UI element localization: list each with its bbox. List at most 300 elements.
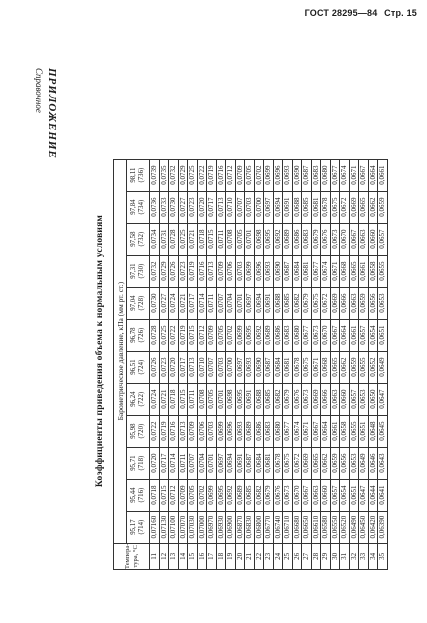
- coefficient-cell: 0,0706: [197, 415, 207, 447]
- column-header: [127, 191, 150, 223]
- coefficient-cell: 0,0655: [349, 415, 359, 447]
- coefficient-cell: 0,0715: [159, 479, 169, 511]
- coefficient-cell: 0,0673: [283, 479, 293, 511]
- coefficient-cell: 0,0721: [178, 287, 188, 319]
- coefficient-cell: 0,0669: [330, 287, 340, 319]
- coefficient-cell: 0,0703: [235, 255, 245, 287]
- table-row: [264, 159, 274, 569]
- coefficient-cell: 0,0678: [273, 447, 283, 479]
- table-row: [235, 159, 245, 569]
- coefficient-cell: 0,0704: [226, 287, 236, 319]
- column-pressure-mm: (726): [138, 327, 145, 343]
- coefficient-cell: 0,0661: [378, 159, 388, 191]
- coefficient-cell: 0,0689: [264, 319, 274, 351]
- table-title: Коэффициенты приведения объема к нормальным условиям: [95, 214, 105, 488]
- coefficient-cell: 0,0662: [340, 351, 350, 383]
- table-row: [245, 159, 255, 569]
- coefficient-cell: 0,0703: [216, 351, 226, 383]
- coefficient-cell: 0,0653: [378, 287, 388, 319]
- column-pressure-kpa: 95,71: [130, 455, 137, 471]
- coefficient-cell: 0,0687: [245, 447, 255, 479]
- temperature-cell: 11: [150, 543, 160, 569]
- coefficient-cell: 0,0656: [340, 447, 350, 479]
- coefficient-cell: 0,0694: [226, 447, 236, 479]
- coefficient-cell: 0,0667: [311, 415, 321, 447]
- coefficient-cell: 0,0717: [188, 287, 198, 319]
- coefficient-cell: 0,0691: [264, 287, 274, 319]
- coefficient-cell: 0,0721: [159, 383, 169, 415]
- coefficient-cell: 0,0709: [188, 415, 198, 447]
- column-pressure-mm: (732): [138, 231, 145, 247]
- coefficient-cell: 0,0683: [302, 223, 312, 255]
- temperature-cell: 22: [254, 543, 264, 569]
- coefficient-cell: 0,0701: [216, 383, 226, 415]
- coefficient-cell: 0,0684: [254, 447, 264, 479]
- table-row: [378, 159, 388, 569]
- coefficient-cell: 0,0697: [264, 191, 274, 223]
- coefficient-cell: 0,0654: [368, 319, 378, 351]
- coefficient-cell: 0,0676: [292, 383, 302, 415]
- coefficient-cell: 0,0693: [283, 159, 293, 191]
- table-row: [283, 159, 293, 569]
- coefficient-cell: 0,0709: [178, 479, 188, 511]
- coefficient-cell: 0,0651: [378, 319, 388, 351]
- coefficient-cell: 0,0690: [292, 159, 302, 191]
- temperature-cell: 30: [330, 543, 340, 569]
- coefficient-cell: 0,0651: [359, 415, 369, 447]
- coefficient-cell: 0,0680: [273, 415, 283, 447]
- column-pressure-kpa: 95,17: [130, 519, 137, 535]
- coefficient-cell: 0,0711: [188, 383, 198, 415]
- coefficient-cell: 0,0709: [207, 319, 217, 351]
- coefficient-cell: 0,06930: [216, 511, 226, 543]
- coefficient-cell: 0,0696: [254, 255, 264, 287]
- column-header: [127, 447, 150, 479]
- coefficient-cell: 0,06420: [368, 511, 378, 543]
- coefficient-cell: 0,0671: [311, 351, 321, 383]
- coefficient-cell: 0,0684: [292, 255, 302, 287]
- coefficient-cell: 0,0679: [264, 479, 274, 511]
- coefficient-cell: 0,0678: [292, 351, 302, 383]
- column-pressure-kpa: 96,51: [130, 359, 137, 375]
- rotated-table-page: [95, 132, 395, 582]
- temperature-cell: 13: [169, 543, 179, 569]
- coefficient-cell: 0,06800: [254, 511, 264, 543]
- column-header: [127, 479, 150, 511]
- table-row: [197, 159, 207, 569]
- coefficient-cell: 0,0643: [378, 447, 388, 479]
- coefficient-cell: 0,0699: [264, 159, 274, 191]
- coefficient-cell: 0,0654: [340, 479, 350, 511]
- coefficient-cell: 0,0664: [368, 159, 378, 191]
- coefficient-cell: 0,0665: [311, 447, 321, 479]
- coefficient-cell: 0,0685: [245, 479, 255, 511]
- coefficient-cell: 0,0659: [378, 191, 388, 223]
- coefficient-cell: 0,0689: [245, 415, 255, 447]
- coefficient-cell: 0,0665: [349, 255, 359, 287]
- coefficient-cell: 0,0689: [235, 479, 245, 511]
- coefficient-cell: 0,0673: [330, 223, 340, 255]
- temperature-cell: 17: [207, 543, 217, 569]
- coefficient-cell: 0,0736: [150, 191, 160, 223]
- coefficient-cell: 0,0739: [150, 159, 160, 191]
- coefficient-cell: 0,0691: [283, 191, 293, 223]
- coefficient-cell: 0,0702: [197, 479, 207, 511]
- coefficient-cell: 0,0651: [349, 479, 359, 511]
- coefficient-cell: 0,0685: [302, 191, 312, 223]
- temperature-cell: 19: [226, 543, 236, 569]
- coefficient-cell: 0,0675: [330, 191, 340, 223]
- coefficient-cell: 0,0708: [197, 383, 207, 415]
- coefficient-cell: 0,0655: [378, 255, 388, 287]
- coefficient-cell: 0,0662: [321, 447, 331, 479]
- coefficient-cell: 0,0667: [330, 319, 340, 351]
- coefficient-cell: 0,0723: [188, 191, 198, 223]
- coefficient-cell: 0,0670: [292, 479, 302, 511]
- coefficient-cell: 0,0688: [254, 383, 264, 415]
- coefficient-cell: 0,0705: [235, 223, 245, 255]
- coefficient-cell: 0,0659: [359, 287, 369, 319]
- coefficient-cell: 0,0699: [235, 319, 245, 351]
- coefficient-cell: 0,0732: [169, 159, 179, 191]
- coefficient-cell: 0,0660: [321, 479, 331, 511]
- column-pressure-kpa: 97,58: [130, 231, 137, 247]
- coefficient-cell: 0,0653: [359, 383, 369, 415]
- temperature-cell: 21: [245, 543, 255, 569]
- coefficient-cell: 0,0693: [245, 351, 255, 383]
- coefficient-cell: 0,0726: [169, 255, 179, 287]
- coefficient-cell: 0,0682: [273, 383, 283, 415]
- column-pressure-mm: (714): [138, 519, 145, 535]
- coefficient-cell: 0,0717: [207, 191, 217, 223]
- coefficient-cell: 0,0700: [254, 191, 264, 223]
- coefficient-cell: 0,0707: [216, 287, 226, 319]
- coefficient-cell: 0,0648: [368, 415, 378, 447]
- coefficient-cell: 0,07160: [150, 511, 160, 543]
- coefficient-cell: 0,0672: [292, 447, 302, 479]
- coefficient-cell: 0,07070: [178, 511, 188, 543]
- coefficient-cell: 0,0671: [302, 415, 312, 447]
- table-row: [340, 159, 350, 569]
- page-header: [301, 8, 417, 18]
- coefficient-cell: 0,0701: [235, 287, 245, 319]
- coefficient-cell: 0,0697: [245, 287, 255, 319]
- table-row: [321, 159, 331, 569]
- coefficient-cell: 0,0723: [178, 255, 188, 287]
- coefficient-cell: 0,0668: [340, 255, 350, 287]
- coefficient-cell: 0,07030: [188, 511, 198, 543]
- coefficient-cell: 0,0715: [207, 223, 217, 255]
- pressure-header: Барометрическое давление, кПа (мм рт. ст.): [114, 159, 127, 543]
- temperature-cell: 31: [340, 543, 350, 569]
- coefficient-cell: 0,06830: [245, 511, 255, 543]
- coefficient-cell: 0,07100: [169, 511, 179, 543]
- column-header: [127, 223, 150, 255]
- coefficient-cell: 0,0688: [292, 191, 302, 223]
- coefficient-cell: 0,0660: [368, 223, 378, 255]
- coefficient-cell: 0,0657: [359, 319, 369, 351]
- coefficient-cell: 0,0657: [378, 223, 388, 255]
- coefficient-cell: 0,0682: [254, 479, 264, 511]
- conversion-table: [113, 159, 388, 570]
- coefficient-cell: 0,0667: [349, 223, 359, 255]
- coefficient-cell: 0,0717: [159, 447, 169, 479]
- coefficient-cell: 0,0717: [178, 351, 188, 383]
- coefficient-cell: 0,0671: [330, 255, 340, 287]
- coefficient-cell: 0,0646: [368, 447, 378, 479]
- column-pressure-kpa: 97,84: [130, 199, 137, 215]
- coefficient-cell: 0,0659: [330, 447, 340, 479]
- coefficient-cell: 0,0720: [197, 191, 207, 223]
- coefficient-cell: 0,0700: [226, 351, 236, 383]
- coefficient-cell: 0,0664: [340, 319, 350, 351]
- coefficient-cell: 0,0707: [207, 351, 217, 383]
- column-header: [127, 287, 150, 319]
- column-header: [127, 415, 150, 447]
- temperature-cell: 16: [197, 543, 207, 569]
- coefficient-cell: 0,0705: [245, 159, 255, 191]
- coefficient-cell: 0,0677: [283, 415, 293, 447]
- coefficient-cell: 0,0675: [283, 447, 293, 479]
- temperature-cell: 29: [321, 543, 331, 569]
- coefficient-cell: 0,0702: [254, 159, 264, 191]
- coefficient-cell: 0,0684: [273, 351, 283, 383]
- temperature-cell: 28: [311, 543, 321, 569]
- coefficient-cell: 0,0675: [302, 351, 312, 383]
- appendix-title: ПРИЛОЖЕНИЕ: [46, 68, 58, 159]
- table-row: [216, 159, 226, 569]
- coefficient-cell: 0,0680: [321, 159, 331, 191]
- coefficient-cell: 0,06550: [330, 511, 340, 543]
- coefficient-cell: 0,0695: [216, 479, 226, 511]
- coefficient-cell: 0,0711: [207, 287, 217, 319]
- table-row: [188, 159, 198, 569]
- coefficient-cell: 0,0730: [169, 191, 179, 223]
- column-header: [127, 255, 150, 287]
- column-pressure-mm: (736): [138, 167, 145, 183]
- coefficient-cell: 0,0674: [340, 159, 350, 191]
- coefficient-cell: 0,0727: [178, 191, 188, 223]
- coefficient-cell: 0,0663: [349, 287, 359, 319]
- coefficient-cell: 0,0723: [159, 351, 169, 383]
- coefficient-cell: 0,0666: [340, 287, 350, 319]
- coefficient-cell: 0,0719: [159, 415, 169, 447]
- coefficient-cell: 0,0679: [311, 223, 321, 255]
- coefficient-cell: 0,0644: [368, 479, 378, 511]
- coefficient-cell: 0,06740: [273, 511, 283, 543]
- coefficient-cell: 0,0685: [264, 383, 274, 415]
- coefficient-cell: 0,0661: [349, 319, 359, 351]
- coefficient-cell: 0,0716: [197, 255, 207, 287]
- coefficient-cell: 0,0653: [349, 447, 359, 479]
- coefficient-cell: 0,0728: [169, 223, 179, 255]
- coefficient-cell: 0,0719: [188, 255, 198, 287]
- coefficient-cell: 0,0720: [169, 351, 179, 383]
- coefficient-cell: 0,0711: [216, 223, 226, 255]
- coefficient-cell: 0,0661: [359, 255, 369, 287]
- coefficient-cell: 0,06870: [235, 511, 245, 543]
- coefficient-cell: 0,0692: [273, 223, 283, 255]
- coefficient-cell: 0,0681: [311, 191, 321, 223]
- coefficient-cell: 0,06520: [340, 511, 350, 543]
- coefficient-cell: 0,0710: [226, 191, 236, 223]
- column-header: [127, 383, 150, 415]
- table-row: [302, 159, 312, 569]
- coefficient-cell: 0,0698: [226, 383, 236, 415]
- coefficient-cell: 0,0677: [330, 159, 340, 191]
- coefficient-cell: 0,0703: [207, 415, 217, 447]
- standard-number: ГОСТ 28295—84: [304, 8, 378, 18]
- coefficient-cell: 0,0712: [226, 159, 236, 191]
- coefficient-cell: 0,0657: [349, 383, 359, 415]
- coefficient-cell: 0,06770: [264, 511, 274, 543]
- coefficient-cell: 0,0699: [245, 255, 255, 287]
- column-pressure-kpa: 95,98: [130, 423, 137, 439]
- coefficient-cell: 0,0680: [292, 319, 302, 351]
- coefficient-cell: 0,0710: [197, 351, 207, 383]
- coefficient-cell: 0,0719: [207, 159, 217, 191]
- page-number: Стр. 15: [384, 8, 417, 18]
- coefficient-cell: 0,06450: [359, 511, 369, 543]
- coefficient-cell: 0,0682: [292, 287, 302, 319]
- temperature-cell: 20: [235, 543, 245, 569]
- coefficient-cell: 0,0693: [264, 255, 274, 287]
- coefficient-cell: 0,0715: [188, 319, 198, 351]
- table-row: [254, 159, 264, 569]
- table-row: [159, 159, 169, 569]
- coefficient-cell: 0,0681: [302, 255, 312, 287]
- coefficient-cell: 0,0690: [273, 255, 283, 287]
- table-row: [359, 159, 369, 569]
- coefficient-cell: 0,0732: [150, 255, 160, 287]
- coefficient-cell: 0,0652: [368, 351, 378, 383]
- coefficient-cell: 0,0725: [178, 223, 188, 255]
- coefficient-cell: 0,0687: [302, 159, 312, 191]
- coefficient-cell: 0,0669: [311, 383, 321, 415]
- coefficient-cell: 0,0672: [321, 287, 331, 319]
- coefficient-cell: 0,07000: [197, 511, 207, 543]
- coefficient-cell: 0,0712: [197, 319, 207, 351]
- coefficient-cell: 0,0661: [330, 415, 340, 447]
- coefficient-cell: 0,0645: [378, 415, 388, 447]
- column-pressure-kpa: 97,31: [130, 263, 137, 279]
- coefficient-cell: 0,0665: [359, 191, 369, 223]
- coefficient-cell: 0,0713: [188, 351, 198, 383]
- coefficient-cell: 0,0718: [169, 383, 179, 415]
- coefficient-cell: 0,0722: [150, 415, 160, 447]
- coefficient-cell: 0,0709: [235, 159, 245, 191]
- coefficient-cell: 0,0709: [216, 255, 226, 287]
- coefficient-cell: 0,0701: [207, 447, 217, 479]
- coefficient-cell: 0,0725: [188, 159, 198, 191]
- coefficient-cell: 0,0703: [245, 191, 255, 223]
- coefficient-cell: 0,06580: [321, 511, 331, 543]
- coefficient-cell: 0,0705: [216, 319, 226, 351]
- coefficient-cell: 0,0687: [283, 255, 293, 287]
- coefficient-cell: 0,0679: [302, 287, 312, 319]
- column-header: [127, 511, 150, 543]
- appendix-subtitle: Справочное: [34, 68, 44, 113]
- coefficient-cell: 0,0675: [311, 287, 321, 319]
- coefficient-cell: 0,0683: [264, 415, 274, 447]
- coefficient-cell: 0,0718: [150, 479, 160, 511]
- coefficient-cell: 0,0670: [321, 319, 331, 351]
- column-pressure-kpa: 96,78: [130, 327, 137, 343]
- coefficient-cell: 0,0699: [207, 479, 217, 511]
- temperature-cell: 23: [264, 543, 274, 569]
- coefficient-cell: 0,0697: [235, 351, 245, 383]
- coefficient-cell: 0,0671: [349, 159, 359, 191]
- coefficient-cell: 0,0702: [226, 319, 236, 351]
- coefficient-cell: 0,0715: [178, 383, 188, 415]
- coefficient-cell: 0,0673: [311, 319, 321, 351]
- coefficient-cell: 0,0686: [254, 415, 264, 447]
- temperature-cell: 18: [216, 543, 226, 569]
- coefficient-cell: 0,0676: [273, 479, 283, 511]
- coefficient-cell: 0,0685: [283, 287, 293, 319]
- coefficient-cell: 0,0676: [321, 223, 331, 255]
- column-pressure-kpa: 95,44: [130, 487, 137, 503]
- coefficient-cell: 0,0687: [264, 351, 274, 383]
- table-row: [178, 159, 188, 569]
- coefficient-cell: 0,0727: [159, 287, 169, 319]
- coefficient-cell: 0,0683: [311, 159, 321, 191]
- table-row: [273, 159, 283, 569]
- column-pressure-kpa: 96,24: [130, 391, 137, 407]
- coefficient-cell: 0,0708: [226, 223, 236, 255]
- coefficient-cell: 0,0665: [330, 351, 340, 383]
- coefficient-cell: 0,0669: [349, 191, 359, 223]
- coefficient-cell: 0,0697: [216, 447, 226, 479]
- coefficient-cell: 0,06710: [283, 511, 293, 543]
- coefficient-cell: 0,0730: [150, 287, 160, 319]
- temperature-cell: 12: [159, 543, 169, 569]
- coefficient-cell: 0,06610: [311, 511, 321, 543]
- coefficient-cell: 0,0705: [188, 479, 198, 511]
- coefficient-cell: 0,0725: [159, 319, 169, 351]
- coefficient-cell: 0,06900: [226, 511, 236, 543]
- column-header: [127, 351, 150, 383]
- coefficient-cell: 0,0720: [150, 447, 160, 479]
- coefficient-cell: 0,0716: [216, 159, 226, 191]
- coefficient-cell: 0,0649: [359, 447, 369, 479]
- coefficient-cell: 0,0678: [321, 191, 331, 223]
- coefficient-cell: 0,0714: [197, 287, 207, 319]
- column-pressure-mm: (730): [138, 263, 145, 279]
- table-row: [349, 159, 359, 569]
- coefficient-cell: 0,0713: [178, 415, 188, 447]
- table-row: [311, 159, 321, 569]
- column-pressure-mm: (720): [138, 423, 145, 439]
- coefficient-cell: 0,0692: [254, 319, 264, 351]
- coefficient-cell: 0,0695: [235, 383, 245, 415]
- coefficient-cell: 0,06390: [378, 511, 388, 543]
- coefficient-cell: 0,0677: [311, 255, 321, 287]
- coefficient-cell: 0,0704: [197, 447, 207, 479]
- coefficient-cell: 0,06680: [292, 511, 302, 543]
- coefficient-cell: 0,06650: [302, 511, 312, 543]
- coefficient-cell: 0,0698: [254, 223, 264, 255]
- column-header: [127, 159, 150, 191]
- coefficient-cell: 0,0683: [283, 319, 293, 351]
- coefficient-cell: 0,0713: [207, 255, 217, 287]
- temperature-cell: 34: [368, 543, 378, 569]
- coefficient-cell: 0,0666: [321, 383, 331, 415]
- coefficient-cell: 0,0662: [368, 191, 378, 223]
- column-pressure-mm: (718): [138, 455, 145, 471]
- coefficient-cell: 0,0663: [330, 383, 340, 415]
- coefficient-cell: 0,0714: [169, 447, 179, 479]
